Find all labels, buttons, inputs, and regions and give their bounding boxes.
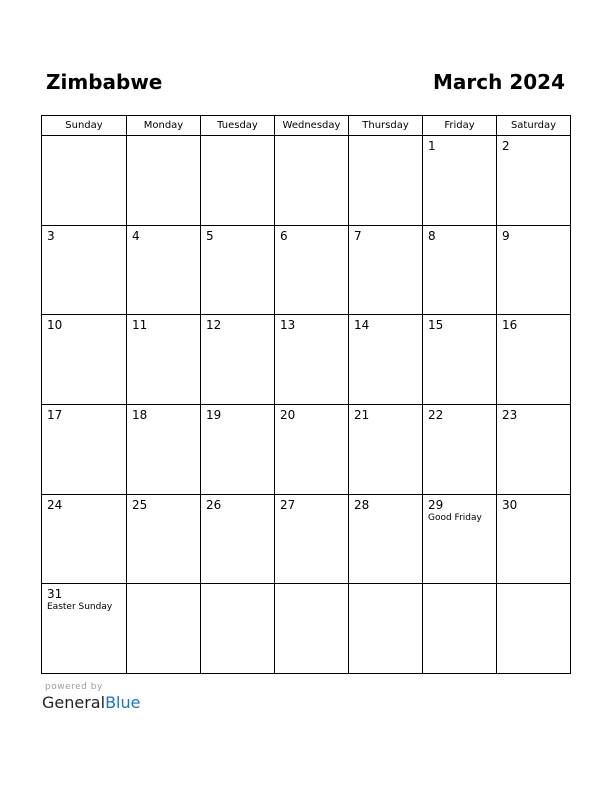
week-row [42,315,571,405]
weekday-header: Monday [127,116,201,136]
day-cell [349,404,423,494]
week-row [42,225,571,315]
day-number: 7 [354,228,362,243]
day-number: 6 [280,228,288,243]
holiday-label: Good Friday [428,512,482,523]
day-number: 28 [354,497,370,512]
day-number: 18 [132,407,148,422]
day-number: 19 [206,407,222,422]
week-row [42,136,571,226]
day-cell [201,404,275,494]
day-number: 22 [428,407,444,422]
day-cell [497,225,571,315]
month-year-title: March 2024 [433,70,565,94]
day-number: 23 [502,407,518,422]
empty-day-cell [201,136,275,226]
day-cell [423,225,497,315]
day-cell [127,494,201,584]
week-row [42,404,571,494]
day-number: 15 [428,318,444,333]
powered-by-label: powered by [45,682,103,692]
day-number: 26 [206,497,222,512]
empty-day-cell [275,584,349,674]
empty-day-cell [423,584,497,674]
day-cell [349,225,423,315]
day-cell [275,494,349,584]
day-number: 9 [502,228,510,243]
day-number: 8 [428,228,436,243]
day-number: 17 [47,407,63,422]
day-cell [127,225,201,315]
day-number: 11 [132,318,148,333]
empty-day-cell [127,584,201,674]
empty-day-cell [275,136,349,226]
day-cell [497,494,571,584]
day-cell [42,584,127,674]
day-number: 12 [206,318,222,333]
day-cell [423,136,497,226]
day-cell [497,136,571,226]
empty-day-cell [349,584,423,674]
week-row [42,584,571,674]
empty-day-cell [42,136,127,226]
weekday-header-row [42,116,571,136]
day-cell [349,494,423,584]
calendar-grid [41,115,571,674]
day-number: 30 [502,497,518,512]
day-number: 14 [354,318,370,333]
day-cell [497,404,571,494]
day-cell [349,315,423,405]
day-number: 24 [47,497,63,512]
day-cell [201,225,275,315]
weekday-header: Tuesday [201,116,275,136]
country-title: Zimbabwe [46,70,163,94]
empty-day-cell [349,136,423,226]
weekday-header: Friday [423,116,497,136]
day-number: 31 [47,587,63,602]
day-number: 10 [47,318,63,333]
day-cell [423,494,497,584]
weekday-header: Saturday [497,116,571,136]
weekday-header: Thursday [349,116,423,136]
day-number: 1 [428,139,436,153]
day-cell [127,315,201,405]
day-number: 16 [502,318,518,333]
brand-blue-text: Blue [105,693,141,712]
day-number: 27 [280,497,296,512]
day-cell [42,404,127,494]
day-cell [42,225,127,315]
day-cell [201,315,275,405]
day-number: 2 [502,139,510,153]
day-number: 20 [280,407,296,422]
day-cell [423,315,497,405]
generalblue-logo[interactable] [42,693,140,712]
day-cell [423,404,497,494]
day-cell [275,225,349,315]
day-number: 4 [132,228,140,243]
day-number: 5 [206,228,214,243]
day-number: 21 [354,407,370,422]
day-cell [275,404,349,494]
weekday-header: Sunday [42,116,127,136]
day-cell [275,315,349,405]
day-cell [42,494,127,584]
holiday-label: Easter Sunday [47,602,113,613]
week-row [42,494,571,584]
day-cell [42,315,127,405]
day-number: 25 [132,497,148,512]
day-number: 3 [47,228,55,243]
empty-day-cell [201,584,275,674]
empty-day-cell [127,136,201,226]
day-cell [127,404,201,494]
day-cell [201,494,275,584]
brand-general-text: General [42,693,106,712]
empty-day-cell [497,584,571,674]
day-cell [497,315,571,405]
day-number: 29 [428,497,444,512]
weekday-header: Wednesday [275,116,349,136]
day-number: 13 [280,318,296,333]
